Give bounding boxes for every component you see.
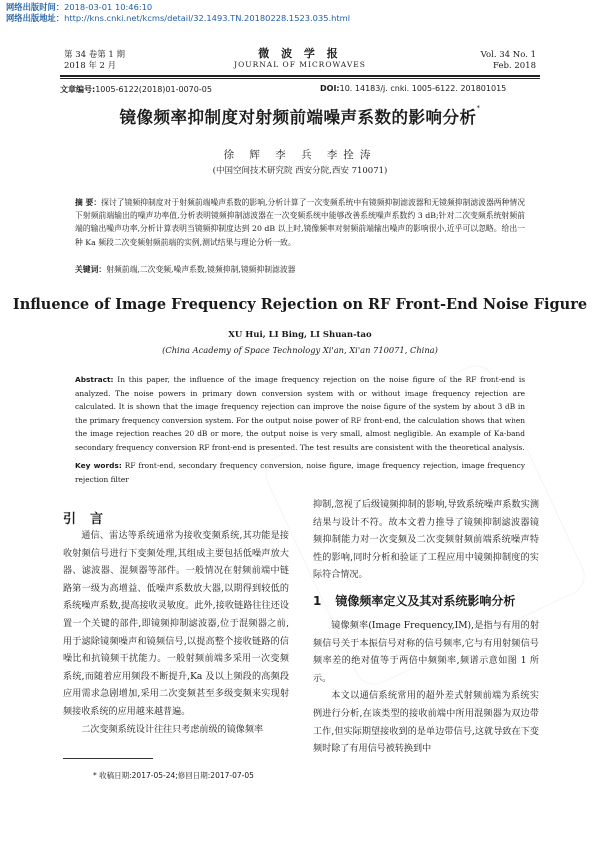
abstract-en-label: Abstract: bbox=[75, 375, 114, 384]
keywords-cn-label: 关键词： bbox=[75, 265, 107, 274]
pub-url-label: 网络出版地址： bbox=[6, 13, 65, 23]
header-rule-thin bbox=[60, 78, 540, 79]
title-cn bbox=[0, 104, 600, 128]
abstract-cn-text: 探讨了镜频抑制度对于射频前端噪声系数的影响,分析计算了一次变频系统中有镜频抑制滤波器和无镜频抑制滤波器两种情况下射频前端输出的噪声功率值,分析表明镜频抑制滤波器在一次变频系统中能够改善系统噪声系数约 3 dB;针对二次变频系统射频前端的输出噪声功率,分析计算表明当镜频抑制度达到 20 dB 以上时,镜像频率对射频前端输出噪声的影响很小,近乎可以忽略。给出一种 Ka 频段二次变频射频前端的实例,测试结果与理论分析一致。 bbox=[75, 198, 525, 247]
article-number-label: 文章编号: bbox=[60, 85, 96, 94]
authors-en: XU Hui, LI Bing, LI Shuan-tao bbox=[228, 330, 372, 340]
doi-value: 10. 14183/j. cnki. 1005-6122. 201801015 bbox=[339, 84, 507, 93]
title-cn-text: 镜像频率抑制度对射频前端噪声系数的影响分析 bbox=[119, 108, 477, 127]
section-1-paragraph-2: 本文以通信系统常用的超外差式射频前端为系统实例进行分析,在该类型的接收前端中所用混频器为双边带工作,但实际期望接收到的是单边带信号,这就导致在下变频时除了有用信号被转换到中 bbox=[313, 691, 539, 755]
section-1-paragraph-1: 镜像频率(Image Frequency,IM),是指与有用的射频信号关于本振信号对称的信号频率,它与有用射频信号频率差的绝对值等于两倍中频频率,频谱示意如图 1 所示。 bbox=[313, 621, 539, 684]
volume-en: Vol. 34 No. 1 bbox=[480, 50, 536, 60]
continuation-paragraph: 抑制,忽视了后级镜频抑制的影响,导致系统噪声系数实测结果与设计不符。故本文着力推导了镜频抑制滤波器镜频抑制能力对一次变频及二次变频射频前端系统噪声特性的影响,同时分析和验证了工程应用中镜频抑制度的实际符合情况。 bbox=[313, 500, 539, 581]
section-1-number: 1 bbox=[313, 594, 322, 608]
abstract-cn bbox=[75, 196, 525, 249]
affiliation-en: (China Academy of Space Technology Xi'an, Xi'an 710071, China) bbox=[162, 345, 438, 355]
article-number-value: 1005-6122(2018)01-0070-05 bbox=[95, 85, 212, 94]
doi-label: DOI: bbox=[320, 84, 340, 93]
pub-url-link[interactable]: http://kns.cnki.net/kcms/detail/32.1493.TN.20180228.1523.035.html bbox=[64, 13, 351, 23]
section-heading-1 bbox=[313, 592, 515, 609]
title-en: Influence of Image Frequency Rejection on RF Front-End Noise Figure bbox=[12, 296, 588, 313]
section-heading-intro: 引言 bbox=[63, 512, 118, 527]
article-number bbox=[60, 84, 212, 95]
pub-time: 2018-03-01 10:46:10 bbox=[64, 2, 153, 12]
affiliation-cn: (中国空间技术研究院 西安分院,西安 710071) bbox=[212, 166, 388, 176]
date-cn: 2018 年 2 月 bbox=[64, 61, 117, 71]
volume-cn: 第 34 卷第 1 期 bbox=[64, 50, 126, 60]
keywords-cn-text: 射频前端,二次变频,噪声系数,镜频抑制,镜频抑制滤波器 bbox=[106, 265, 296, 274]
keywords-cn bbox=[75, 263, 525, 276]
footnote-rule bbox=[63, 758, 153, 759]
online-publication-info bbox=[6, 2, 350, 24]
abstract-en-text: In this paper, the influence of the image frequency rejection on the noise figure of the RF front-end is analyzed. The noise powers in primary down conversion system with or without image frequency rejection are calculated. It is shown that the image frequency rejection can improve the noise figure of the system by about 3 dB in the primary frequency conversion system. For the output noise power of RF front-end, the calculation shows that when the image rejection reaches 20 dB or more, the output noise is very small, almost negligible. An example of Ka-band secondary frequency conversion RF front-end is presented. The test results are consistent with the theoretical analysis. bbox=[75, 375, 526, 452]
intro-column bbox=[63, 528, 289, 739]
header-volume-en bbox=[481, 50, 536, 72]
date-en: Feb. 2018 bbox=[493, 61, 536, 71]
section-1-title: 镜像频率定义及其对系统影响分析 bbox=[335, 594, 516, 608]
authors-cn: 徐 辉 李 兵 李拴涛 bbox=[223, 149, 377, 161]
keywords-en-label: Key words: bbox=[75, 461, 122, 470]
title-footnote-mark: * bbox=[476, 104, 481, 112]
right-column-continuation bbox=[313, 497, 539, 585]
pub-time-label: 网络出版时间： bbox=[6, 2, 65, 12]
section-1-body bbox=[313, 618, 539, 759]
footnote-received-date: * 收稿日期:2017-05-24;修回日期:2017-07-05 bbox=[93, 771, 254, 780]
header-rule-thick bbox=[60, 75, 540, 77]
journal-name-en: JOURNAL OF MICROWAVES bbox=[234, 60, 366, 69]
journal-name-cn: 微 波 学 报 bbox=[258, 47, 342, 60]
intro-paragraph-2: 二次变频系统设计往往只考虑前级的镜像频率 bbox=[81, 724, 264, 735]
doi bbox=[320, 84, 506, 93]
abstract-cn-label: 摘 要： bbox=[75, 198, 102, 207]
keywords-en-text: RF front-end, secondary frequency conversion, noise figure, image frequency rejection, image frequency rejection filter bbox=[75, 461, 525, 484]
intro-paragraph-1: 通信、雷达等系统通常为接收变频系统,其功能是接收射频信号进行下变频处理,其组成主要包括低噪声放大器、滤波器、混频器等部件。一般情况在射频前端中链路第一级为高增益、低噪声系数放大器,以期得到较低的系统噪声系数,提高接收灵敏度。此外,接收链路往往还设置一个关键的部件,即镜频抑制滤波器,位于混频器之前,用于滤除镜频噪声和镜频信号,以提高整个接收链路的信噪比和抗镜频干扰能力。一般射频前端多采用一次变频系统,而随着应用频段不断提升,Ka 及以上频段的高频段应用需求急剧增加,采用二次变频甚至多级变频来实现射频接收系统的应用越来越普遍。 bbox=[63, 531, 289, 717]
